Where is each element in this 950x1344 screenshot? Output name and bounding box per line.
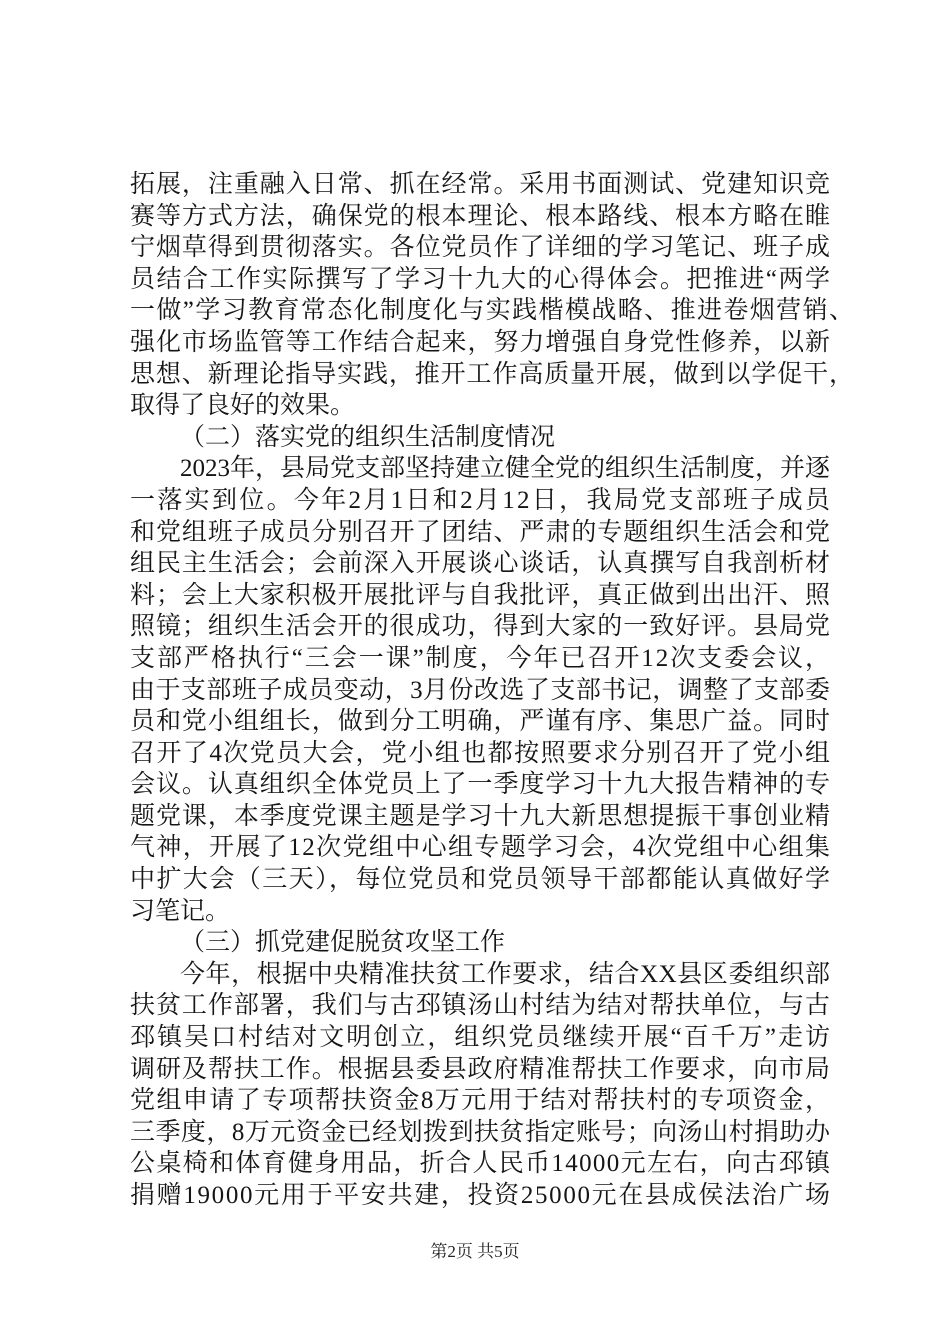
section-heading: （二）落实党的组织生活制度情况	[180, 423, 556, 451]
body-text-line: 拓展，注重融入日常、抓在经常。采用书面测试、党建知识竞	[130, 171, 831, 198]
page-number-footer: 第2页 共5页	[430, 1242, 520, 1261]
body-text-line: 习笔记。	[130, 897, 231, 925]
body-text-line: 支部严格执行“三会一课”制度，今年已召开12次支委会议，	[130, 644, 832, 672]
body-text-line: 邳镇吴口村结对文明创立，组织党员继续开展“百千万”走访	[130, 1024, 833, 1052]
body-text-line: 气神，开展了12次党组中心组专题学习会，4次党组中心组集	[130, 834, 832, 862]
body-text-line: 调研及帮扶工作。根据县委县政府精准帮扶工作要求，向市局	[130, 1055, 831, 1083]
body-text-line: 赛等方式方法，确保党的根本理论、根本路线、根本方略在睢	[130, 202, 831, 230]
body-text-line: 捐赠19000元用于平安共建，投资25000元在县成侯法治广场	[130, 1182, 832, 1209]
body-text-line: 由于支部班子成员变动，3月份改选了支部书记，调整了支部委	[130, 676, 831, 704]
body-text-line: 召开了4次党员大会，党小组也都按照要求分别召开了党小组	[130, 739, 832, 767]
body-text-line: 思想、新理论指导实践，推开工作高质量开展，做到以学促干，	[130, 360, 855, 388]
body-text-line: 2023年，县局党支部坚持建立健全党的组织生活制度，并逐	[180, 455, 830, 483]
body-text-line: 三季度，8万元资金已经划拨到扶贫指定账号；向汤山村捐助办	[130, 1118, 831, 1146]
body-text-line: 中扩大会（三天），每位党员和党员领导干部都能认真做好学	[130, 866, 832, 894]
body-text-line: 今年，根据中央精准扶贫工作要求，结合XX县区委组织部	[180, 960, 831, 988]
body-text-line: 料；会上大家积极开展批评与自我批评，真正做到出出汗、照	[130, 581, 831, 609]
body-text-line: 组民主生活会；会前深入开展谈心谈话，认真撰写自我剖析材	[130, 550, 831, 578]
body-text-line: 党组申请了专项帮扶资金8万元用于结对帮扶村的专项资金，	[130, 1087, 832, 1115]
body-text-line: 员和党小组组长，做到分工明确，严谨有序、集思广益。同时	[130, 708, 831, 736]
document-body	[130, 169, 856, 1212]
body-text-line: 扶贫工作部署，我们与古邳镇汤山村结为结对帮扶单位，与古	[130, 992, 831, 1020]
body-text-line: 题党课，本季度党课主题是学习十九大新思想提振干事创业精	[130, 802, 831, 830]
body-text-line: 一落实到位。今年2月1日和2月12日，我局党支部班子成员	[130, 486, 833, 514]
body-text-line: 会议。认真组织全体党员上了一季度学习十九大报告精神的专	[130, 771, 831, 799]
body-text-line: 和党组班子成员分别召开了团结、严肃的专题组织生活会和党	[130, 518, 831, 546]
body-text-line: 取得了良好的效果。	[130, 392, 356, 420]
body-text-line: 员结合工作实际撰写了学习十九大的心得体会。把推进“两学	[130, 265, 832, 293]
body-text-line: 照镜；组织生活会开的很成功，得到大家的一致好评。县局党	[130, 613, 831, 641]
body-text-line: 宁烟草得到贯彻落实。各位党员作了详细的学习笔记、班子成	[130, 234, 831, 262]
body-text-line: 一做”学习教育常态化制度化与实践楷模战略、推进卷烟营销、	[130, 297, 856, 325]
body-text-line: 强化市场监管等工作结合起来，努力增强自身党性修养，以新	[130, 328, 831, 356]
body-text-line: 公桌椅和体育健身用品，折合人民币14000元左右，向古邳镇	[130, 1150, 832, 1178]
section-heading: （三）抓党建促脱贫攻坚工作	[180, 929, 506, 957]
